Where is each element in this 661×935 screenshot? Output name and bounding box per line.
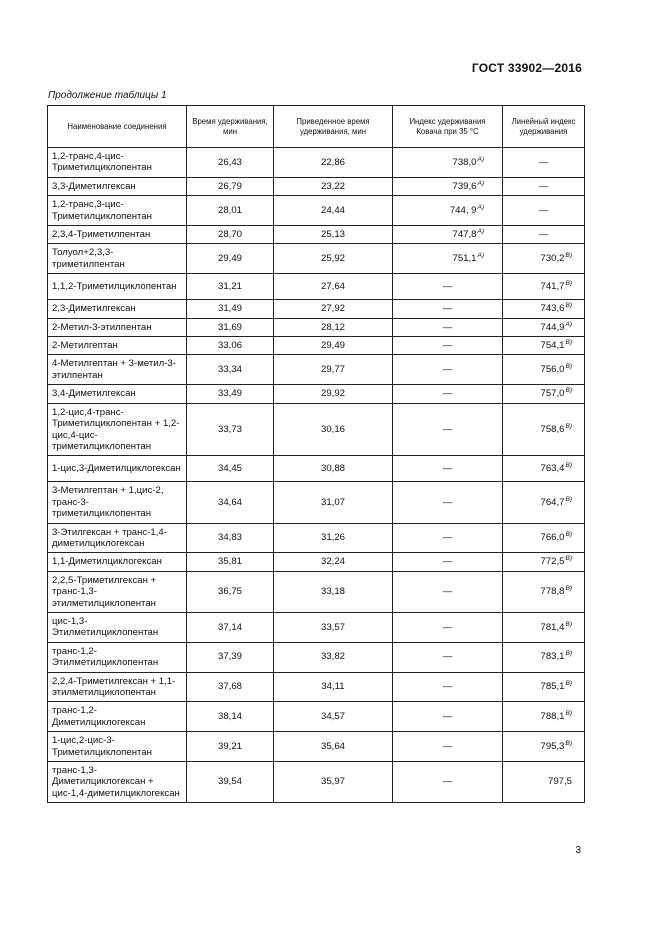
table-row bbox=[48, 482, 585, 523]
retention-time bbox=[187, 612, 274, 642]
kovats-index bbox=[393, 612, 503, 642]
compound-name-value: 1,2-транс,3-цис-Триметилциклопентан bbox=[52, 199, 152, 222]
table-row bbox=[48, 385, 585, 403]
retention-time-value: 26,79 bbox=[217, 180, 242, 192]
reduced-retention-time-value: 35,97 bbox=[320, 776, 345, 788]
standard-code: ГОСТ 33902—2016 bbox=[471, 61, 582, 75]
footnote-mark: B) bbox=[565, 462, 572, 470]
reduced-retention-time bbox=[274, 385, 393, 403]
reduced-retention-time-value: 33,82 bbox=[320, 651, 345, 663]
reduced-retention-time bbox=[274, 403, 393, 456]
linear-index-value: 778,8 bbox=[540, 586, 565, 598]
footnote-mark: B) bbox=[565, 620, 572, 628]
footnote-mark: B) bbox=[565, 680, 572, 688]
kovats-index-value: 747,8 bbox=[452, 229, 477, 241]
compound-name bbox=[48, 177, 187, 195]
linear-index bbox=[503, 672, 585, 702]
retention-time bbox=[187, 226, 274, 244]
reduced-retention-time bbox=[274, 226, 393, 244]
reduced-retention-time bbox=[274, 482, 393, 523]
reduced-retention-time bbox=[274, 642, 393, 672]
retention-time-value: 35,81 bbox=[217, 556, 242, 568]
table-row bbox=[48, 642, 585, 672]
kovats-index bbox=[393, 355, 503, 385]
reduced-retention-time bbox=[274, 318, 393, 336]
kovats-index-value: — bbox=[442, 423, 453, 435]
reduced-retention-time-value: 29,92 bbox=[320, 388, 345, 400]
reduced-retention-time-value: 24,44 bbox=[320, 204, 345, 216]
table-row bbox=[48, 732, 585, 762]
linear-index bbox=[503, 148, 585, 178]
compound-name bbox=[48, 355, 187, 385]
compound-name bbox=[48, 318, 187, 336]
compound-name-value: Толуол+2,3,3-триметилпентан bbox=[52, 247, 125, 270]
retention-time-value: 37,68 bbox=[217, 681, 242, 693]
retention-time-value: 31,21 bbox=[217, 281, 242, 293]
reduced-retention-time-value: 33,18 bbox=[320, 586, 345, 598]
kovats-index-value: — bbox=[442, 281, 453, 293]
kovats-index-value: — bbox=[442, 388, 453, 400]
reduced-retention-time bbox=[274, 300, 393, 318]
reduced-retention-time-value: 29,49 bbox=[320, 340, 345, 352]
compound-name bbox=[48, 300, 187, 318]
retention-time-value: 39,54 bbox=[217, 776, 242, 788]
compound-name-value: 2,3,4-Триметилпентан bbox=[52, 229, 151, 241]
footnote-mark: B) bbox=[565, 585, 572, 593]
linear-index bbox=[503, 523, 585, 553]
kovats-index bbox=[393, 337, 503, 355]
retention-time-value: 26,43 bbox=[217, 156, 242, 168]
reduced-retention-time-value: 34,57 bbox=[320, 711, 345, 723]
compound-name bbox=[48, 196, 187, 226]
linear-index-value: — bbox=[538, 156, 549, 168]
linear-index bbox=[503, 762, 585, 803]
retention-time-value: 28,70 bbox=[217, 229, 242, 241]
reduced-retention-time bbox=[274, 355, 393, 385]
retention-time bbox=[187, 523, 274, 553]
linear-index-value: 744,9 bbox=[540, 321, 565, 333]
compound-name bbox=[48, 762, 187, 803]
compound-name-value: 2,3-Диметилгексан bbox=[52, 303, 136, 315]
footnote-mark: B) bbox=[565, 739, 572, 747]
kovats-index bbox=[393, 456, 503, 482]
linear-index-value: 730,2 bbox=[540, 253, 565, 265]
retention-time-value: 34,64 bbox=[217, 496, 242, 508]
retention-time-value: 37,39 bbox=[217, 651, 242, 663]
compound-name bbox=[48, 456, 187, 482]
kovats-index-value: 738,0 bbox=[452, 156, 477, 168]
linear-index-value: 766,0 bbox=[540, 532, 565, 544]
footnote-mark: B) bbox=[565, 710, 572, 718]
compound-name-value: цис-1,3-Этилметилциклопентан bbox=[52, 615, 159, 639]
kovats-index bbox=[393, 177, 503, 195]
retention-time-value: 33,06 bbox=[217, 340, 242, 352]
compound-name-value: 3,3-Диметилгексан bbox=[52, 180, 136, 192]
header-compound-name: Наименование соединения bbox=[48, 106, 187, 148]
table-row bbox=[48, 318, 585, 336]
linear-index-value: — bbox=[538, 229, 549, 241]
compound-name-value: 3-Метилгептан + 1,цис-2, транс-3-триметилциклопентан bbox=[52, 485, 164, 520]
retention-time bbox=[187, 148, 274, 178]
linear-index bbox=[503, 403, 585, 456]
linear-index bbox=[503, 318, 585, 336]
footnote-mark: B) bbox=[565, 531, 572, 539]
compound-name bbox=[48, 337, 187, 355]
retention-time bbox=[187, 385, 274, 403]
header-reduced-retention-time: Приведенное время удерживания, мин bbox=[274, 106, 393, 148]
kovats-index-value: — bbox=[442, 303, 453, 315]
compound-name-value: 1,2-цис,4-транс-Триметилциклопентан + 1,2-цис,4-цис-триметилциклопентан bbox=[52, 406, 180, 452]
footnote-mark: A) bbox=[477, 203, 484, 211]
footnote-mark: B) bbox=[565, 252, 572, 260]
retention-time bbox=[187, 553, 274, 571]
footnote-mark: B) bbox=[565, 650, 572, 658]
compound-name bbox=[48, 226, 187, 244]
reduced-retention-time bbox=[274, 672, 393, 702]
compound-name-value: 3,4-Диметилгексан bbox=[52, 388, 136, 400]
table-row bbox=[48, 196, 585, 226]
retention-time bbox=[187, 177, 274, 195]
linear-index-value: 783,1 bbox=[540, 651, 565, 663]
linear-index bbox=[503, 226, 585, 244]
linear-index-value: — bbox=[538, 180, 549, 192]
table-caption: Продолжение таблицы 1 bbox=[48, 90, 167, 101]
footnote-mark: B) bbox=[565, 339, 572, 347]
table-row bbox=[48, 244, 585, 274]
kovats-index-value: — bbox=[442, 740, 453, 752]
linear-index bbox=[503, 732, 585, 762]
retention-time-value: 28,01 bbox=[217, 204, 242, 216]
retention-time-value: 34,83 bbox=[217, 532, 242, 544]
kovats-index bbox=[393, 523, 503, 553]
retention-time bbox=[187, 456, 274, 482]
linear-index bbox=[503, 456, 585, 482]
kovats-index bbox=[393, 702, 503, 732]
linear-index-value: 772,5 bbox=[540, 556, 565, 568]
retention-time bbox=[187, 571, 274, 612]
retention-time-value: 33,49 bbox=[217, 388, 242, 400]
kovats-index-value: — bbox=[442, 586, 453, 598]
compound-name bbox=[48, 612, 187, 642]
linear-index-value: 764,7 bbox=[540, 496, 565, 508]
table-row bbox=[48, 553, 585, 571]
reduced-retention-time bbox=[274, 702, 393, 732]
linear-index bbox=[503, 571, 585, 612]
retention-time bbox=[187, 403, 274, 456]
linear-index bbox=[503, 553, 585, 571]
linear-index bbox=[503, 177, 585, 195]
kovats-index-value: — bbox=[442, 776, 453, 788]
footnote-mark: B) bbox=[565, 555, 572, 563]
compound-name bbox=[48, 523, 187, 553]
kovats-index bbox=[393, 274, 503, 300]
kovats-index bbox=[393, 571, 503, 612]
kovats-index-value: — bbox=[442, 532, 453, 544]
kovats-index-value: — bbox=[442, 556, 453, 568]
footnote-mark: B) bbox=[565, 363, 572, 371]
linear-index-value: 795,3 bbox=[540, 740, 565, 752]
kovats-index-value: — bbox=[442, 681, 453, 693]
retention-time bbox=[187, 337, 274, 355]
reduced-retention-time-value: 25,92 bbox=[320, 253, 345, 265]
kovats-index bbox=[393, 226, 503, 244]
linear-index bbox=[503, 702, 585, 732]
compound-name-value: 2-Метилгептан bbox=[52, 340, 118, 352]
table-row bbox=[48, 274, 585, 300]
kovats-index-value: — bbox=[442, 340, 453, 352]
linear-index bbox=[503, 244, 585, 274]
compound-name-value: 1-цис,3-Диметилциклогексан bbox=[52, 463, 181, 475]
linear-index-value: 797,5 bbox=[547, 776, 572, 788]
linear-index-value: 756,0 bbox=[540, 364, 565, 376]
kovats-index bbox=[393, 148, 503, 178]
compound-name bbox=[48, 702, 187, 732]
table-row bbox=[48, 403, 585, 456]
kovats-index bbox=[393, 642, 503, 672]
compound-name-value: 1-цис,2-цис-3-Триметилциклопентан bbox=[52, 735, 152, 758]
compound-name bbox=[48, 642, 187, 672]
compound-name-value: 2-Метил-3-этилпентан bbox=[52, 321, 152, 333]
reduced-retention-time bbox=[274, 148, 393, 178]
retention-time bbox=[187, 318, 274, 336]
retention-time bbox=[187, 244, 274, 274]
header-kovats-index: Индекс удерживания Ковача при 35 °C bbox=[393, 106, 503, 148]
footnote-mark: B) bbox=[565, 422, 572, 430]
reduced-retention-time bbox=[274, 456, 393, 482]
table-row bbox=[48, 612, 585, 642]
reduced-retention-time bbox=[274, 732, 393, 762]
reduced-retention-time-value: 27,92 bbox=[320, 303, 345, 315]
retention-time-value: 39,21 bbox=[217, 740, 242, 752]
reduced-retention-time-value: 27,64 bbox=[320, 281, 345, 293]
table-row bbox=[48, 355, 585, 385]
reduced-retention-time bbox=[274, 274, 393, 300]
kovats-index-value: — bbox=[442, 621, 453, 633]
retention-time-value: 38,14 bbox=[217, 711, 242, 723]
compound-name bbox=[48, 732, 187, 762]
compound-name-value: 2,2,4-Триметилгексан + 1,1-этилметилциклопентан bbox=[52, 675, 176, 698]
reduced-retention-time-value: 35,64 bbox=[320, 740, 345, 752]
reduced-retention-time-value: 33,57 bbox=[320, 621, 345, 633]
footnote-mark: B) bbox=[565, 495, 572, 503]
reduced-retention-time-value: 29,77 bbox=[320, 364, 345, 376]
retention-time-value: 31,69 bbox=[217, 321, 242, 333]
kovats-index-value: — bbox=[442, 463, 453, 475]
linear-index-value: 788,1 bbox=[540, 711, 565, 723]
compound-name-value: транс-1,2-Этилметилциклопентан bbox=[52, 645, 159, 669]
linear-index-value: 741,7 bbox=[540, 281, 565, 293]
kovats-index-value: — bbox=[442, 651, 453, 663]
table-row bbox=[48, 571, 585, 612]
retention-time bbox=[187, 672, 274, 702]
table-body bbox=[48, 148, 585, 803]
retention-time-value: 31,49 bbox=[217, 303, 242, 315]
kovats-index-value: 739,6 bbox=[452, 180, 477, 192]
reduced-retention-time-value: 23,22 bbox=[320, 180, 345, 192]
linear-index-value: 758,6 bbox=[540, 423, 565, 435]
compound-name-value: 2,2,5-Триметилгексан + транс-1,3-этилметилциклопентан bbox=[52, 574, 157, 609]
compound-name bbox=[48, 482, 187, 523]
retention-time-value: 33,34 bbox=[217, 364, 242, 376]
header-linear-index: Линейный индекс удерживания bbox=[503, 106, 585, 148]
compound-name-value: 3-Этилгексан + транс-1,4-диметилциклогексан bbox=[52, 526, 167, 549]
footnote-mark: A) bbox=[477, 179, 484, 187]
reduced-retention-time-value: 28,12 bbox=[320, 321, 345, 333]
kovats-index-value: — bbox=[442, 321, 453, 333]
reduced-retention-time-value: 31,07 bbox=[320, 496, 345, 508]
table-row bbox=[48, 672, 585, 702]
footnote-mark: A) bbox=[565, 320, 572, 328]
kovats-index bbox=[393, 385, 503, 403]
retention-time-value: 36,75 bbox=[217, 586, 242, 598]
retention-time bbox=[187, 196, 274, 226]
kovats-index-value: — bbox=[442, 496, 453, 508]
compound-name bbox=[48, 244, 187, 274]
reduced-retention-time bbox=[274, 244, 393, 274]
compound-name bbox=[48, 403, 187, 456]
compound-name-value: 1,1,2-Триметилциклопентан bbox=[52, 281, 177, 293]
linear-index-value: 754,1 bbox=[540, 340, 565, 352]
linear-index bbox=[503, 385, 585, 403]
reduced-retention-time bbox=[274, 762, 393, 803]
linear-index bbox=[503, 300, 585, 318]
reduced-retention-time bbox=[274, 571, 393, 612]
retention-time-value: 37,14 bbox=[217, 621, 242, 633]
footnote-mark: A) bbox=[477, 228, 484, 236]
linear-index-value: 781,4 bbox=[540, 621, 565, 633]
retention-time bbox=[187, 355, 274, 385]
linear-index-value: 785,1 bbox=[540, 681, 565, 693]
compound-name bbox=[48, 148, 187, 178]
page-number: 3 bbox=[575, 845, 581, 856]
retention-time-value: 33,73 bbox=[217, 423, 242, 435]
reduced-retention-time-value: 30,16 bbox=[320, 423, 345, 435]
footnote-mark: A) bbox=[477, 252, 484, 260]
table-row bbox=[48, 762, 585, 803]
kovats-index-value: 744, 9 bbox=[449, 204, 477, 216]
retention-time-value: 34,45 bbox=[217, 463, 242, 475]
table-row bbox=[48, 523, 585, 553]
compound-name bbox=[48, 553, 187, 571]
linear-index bbox=[503, 274, 585, 300]
retention-time bbox=[187, 274, 274, 300]
kovats-index bbox=[393, 244, 503, 274]
linear-index bbox=[503, 196, 585, 226]
reduced-retention-time-value: 34,11 bbox=[321, 681, 345, 693]
compound-name bbox=[48, 385, 187, 403]
reduced-retention-time-value: 30,88 bbox=[320, 463, 345, 475]
reduced-retention-time bbox=[274, 523, 393, 553]
header-retention-time: Время удерживания, мин bbox=[187, 106, 274, 148]
linear-index bbox=[503, 355, 585, 385]
linear-index-value: 757,0 bbox=[540, 388, 565, 400]
compound-name-value: транс-1,2-Диметилциклогексан bbox=[52, 705, 146, 728]
kovats-index bbox=[393, 732, 503, 762]
retention-time bbox=[187, 482, 274, 523]
footnote-mark: B) bbox=[565, 387, 572, 395]
retention-table bbox=[47, 105, 585, 803]
compound-name-value: 1,1-Диметилциклогексан bbox=[52, 556, 162, 568]
reduced-retention-time-value: 32,24 bbox=[320, 556, 345, 568]
linear-index-value: 763,4 bbox=[540, 463, 565, 475]
linear-index bbox=[503, 612, 585, 642]
table-row bbox=[48, 300, 585, 318]
table-row bbox=[48, 337, 585, 355]
footnote-mark: A) bbox=[477, 155, 484, 163]
table-row bbox=[48, 177, 585, 195]
retention-time bbox=[187, 642, 274, 672]
reduced-retention-time bbox=[274, 196, 393, 226]
footnote-mark: B) bbox=[565, 302, 572, 310]
compound-name bbox=[48, 274, 187, 300]
compound-name bbox=[48, 672, 187, 702]
retention-time bbox=[187, 702, 274, 732]
linear-index-value: 743,6 bbox=[540, 303, 565, 315]
reduced-retention-time bbox=[274, 177, 393, 195]
reduced-retention-time-value: 22,86 bbox=[320, 156, 345, 168]
reduced-retention-time bbox=[274, 612, 393, 642]
retention-time bbox=[187, 762, 274, 803]
linear-index bbox=[503, 337, 585, 355]
kovats-index bbox=[393, 672, 503, 702]
retention-time-value: 29,49 bbox=[217, 253, 242, 265]
reduced-retention-time-value: 31,26 bbox=[320, 532, 345, 544]
kovats-index bbox=[393, 482, 503, 523]
table-row bbox=[48, 226, 585, 244]
kovats-index bbox=[393, 403, 503, 456]
kovats-index bbox=[393, 318, 503, 336]
footnote-mark: B) bbox=[565, 280, 572, 288]
table-row bbox=[48, 148, 585, 178]
compound-name bbox=[48, 571, 187, 612]
reduced-retention-time-value: 25,13 bbox=[320, 229, 345, 241]
kovats-index-value: 751,1 bbox=[452, 253, 477, 265]
kovats-index bbox=[393, 300, 503, 318]
table-header-row bbox=[48, 106, 585, 148]
table-row bbox=[48, 456, 585, 482]
retention-time bbox=[187, 732, 274, 762]
kovats-index bbox=[393, 553, 503, 571]
reduced-retention-time bbox=[274, 553, 393, 571]
linear-index bbox=[503, 482, 585, 523]
compound-name-value: 4-Метилгептан + 3-метил-3-этилпентан bbox=[52, 358, 176, 381]
linear-index-value: — bbox=[538, 204, 549, 216]
compound-name-value: транс-1,3-Диметилциклогексан + цис-1,4-диметилциклогексан bbox=[52, 765, 180, 799]
kovats-index bbox=[393, 762, 503, 803]
retention-time bbox=[187, 300, 274, 318]
linear-index bbox=[503, 642, 585, 672]
kovats-index-value: — bbox=[442, 711, 453, 723]
table-row bbox=[48, 702, 585, 732]
kovats-index bbox=[393, 196, 503, 226]
kovats-index-value: — bbox=[442, 364, 453, 376]
reduced-retention-time bbox=[274, 337, 393, 355]
compound-name-value: 1,2-транс,4-цис-Триметилциклопентан bbox=[52, 151, 152, 174]
